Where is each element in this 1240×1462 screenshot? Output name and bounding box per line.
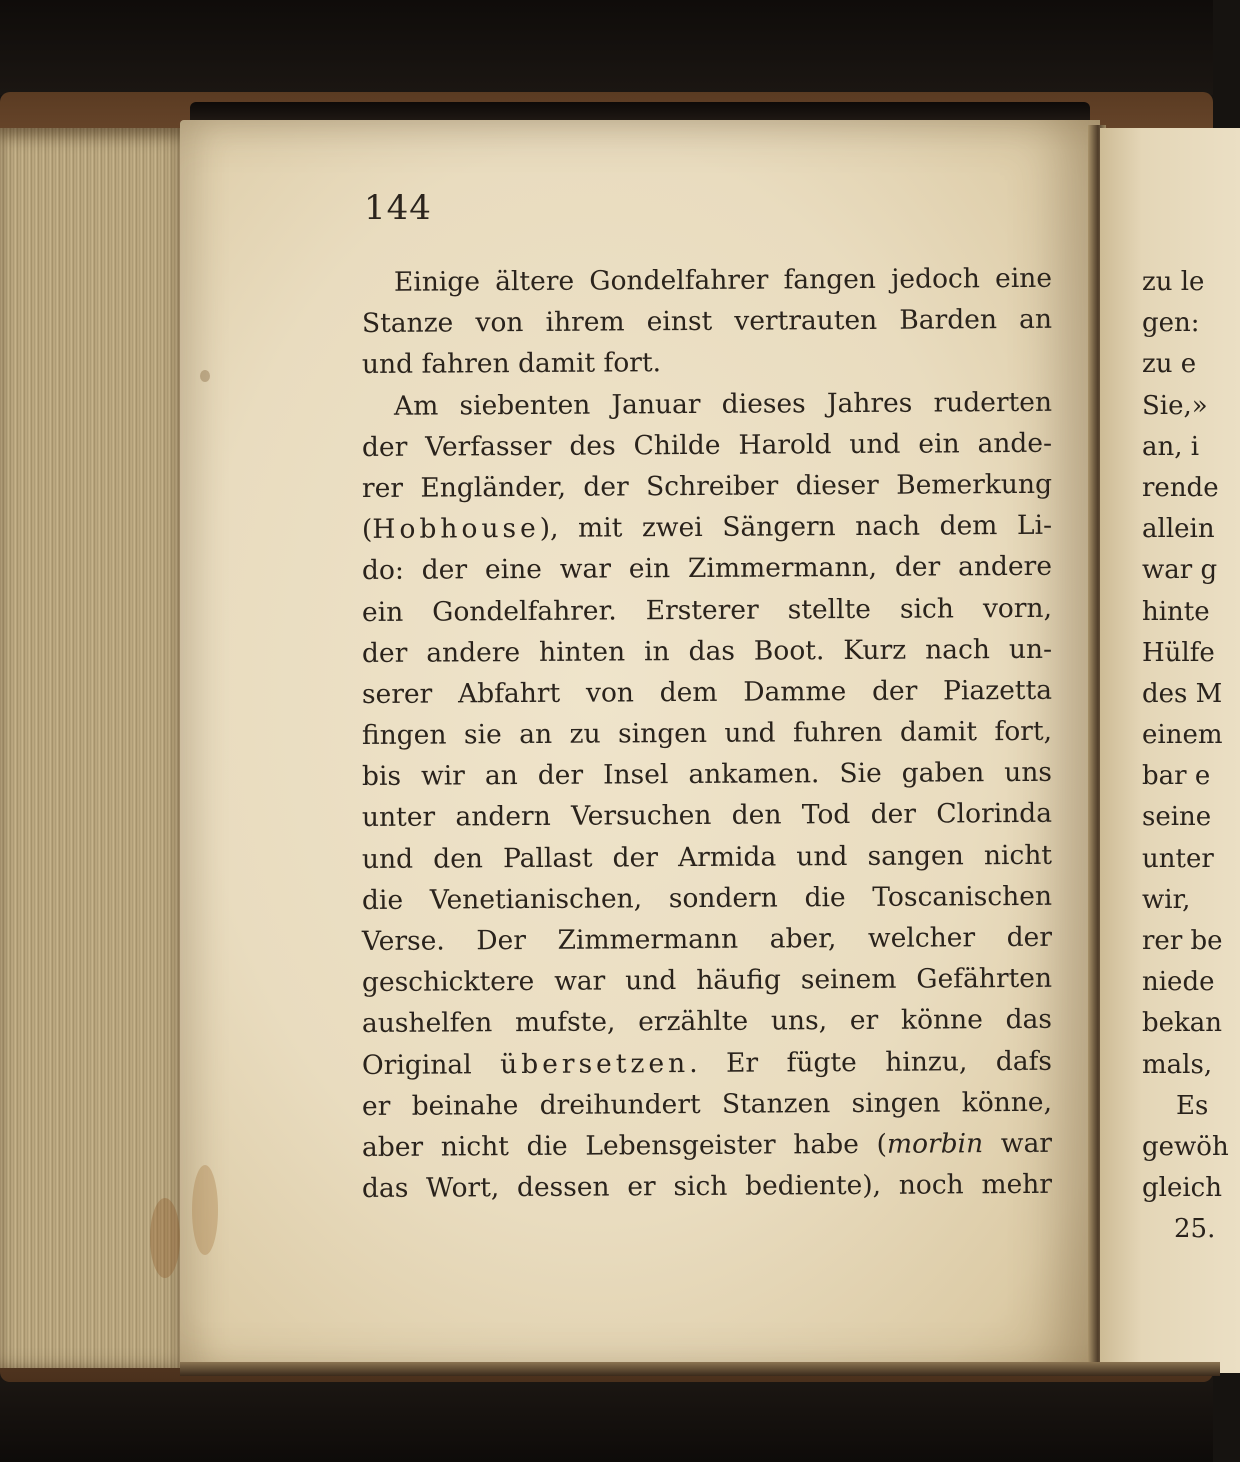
right-text-line: unter: [1142, 843, 1214, 874]
right-text-line: mals,: [1142, 1049, 1213, 1080]
foxing-mark: [200, 370, 210, 382]
right-page-text: [1142, 262, 1229, 1251]
page-edges: [0, 128, 192, 1368]
right-text-line: seine: [1142, 802, 1212, 833]
emphasized-name: Hobhouse: [372, 513, 540, 546]
right-text-line: an, i: [1142, 431, 1200, 462]
right-text-line: rer be: [1142, 926, 1223, 956]
right-text-line: gen:: [1142, 308, 1200, 339]
right-text-line: zu e: [1142, 349, 1197, 380]
right-text-line: rende: [1142, 472, 1219, 503]
backdrop-bottom: [0, 1375, 1213, 1462]
text-line: [362, 1040, 1052, 1085]
right-text-line: niede: [1142, 967, 1215, 998]
right-text-line: bekan: [1142, 1008, 1223, 1039]
bottom-edge: [180, 1362, 1220, 1376]
text-line: Verse. Der Zimmermann aber, welcher der: [361, 921, 1053, 957]
right-text-line: gleich: [1142, 1173, 1222, 1204]
text-line: do: der eine war ein Zimmermann, der andere: [361, 551, 1053, 587]
text-fragment: (: [361, 514, 373, 546]
backdrop-top: [0, 0, 1213, 95]
right-text-line: einem: [1142, 720, 1223, 751]
text-line: [362, 505, 1052, 550]
text-fragment: war: [983, 1127, 1053, 1160]
stain: [150, 1198, 180, 1278]
text-line: aushelfen mufste, erzählte uns, er könne das: [361, 1004, 1053, 1040]
right-text-line: wir,: [1142, 884, 1191, 915]
text-fragment: ), mit zwei Sängern nach dem Li-: [539, 509, 1053, 545]
text-line: unter andern Versuchen den Tod der Clorinda: [361, 798, 1053, 834]
right-text-line: bar e: [1142, 761, 1211, 792]
right-text-line: war g: [1142, 555, 1218, 586]
right-text-line: Es: [1176, 1090, 1209, 1121]
right-text-line: des M: [1142, 678, 1223, 709]
text-line: und den Pallast der Armida und sangen nicht: [361, 839, 1053, 875]
emphasized-word: übersetzen: [500, 1047, 690, 1080]
text-line: der Verfasser des Childe Harold und ein ande-: [361, 427, 1053, 463]
right-text-line: hinte: [1142, 596, 1210, 627]
right-text-line: zu le: [1142, 267, 1205, 297]
italic-word: morbin: [886, 1128, 984, 1160]
text-line: fingen sie an zu singen und fuhren damit fort,: [361, 715, 1053, 752]
text-fragment: . Er fügte hinzu, dafs: [689, 1045, 1053, 1079]
main-text: [362, 262, 1052, 1209]
right-text-line: 25.: [1174, 1214, 1216, 1245]
page-number: 144: [364, 188, 432, 228]
right-text-line: allein: [1142, 514, 1215, 545]
text-line: der andere hinten in das Boot. Kurz nach un-: [361, 633, 1053, 669]
text-line: das Wort, dessen er sich bediente), noch mehr: [361, 1168, 1053, 1205]
text-line: Am siebenten Januar dieses Jahres ruderten: [393, 386, 1053, 422]
right-text-line: Hülfe: [1142, 637, 1215, 668]
text-line: geschicktere war und häufig seinem Gefährten: [361, 962, 1053, 999]
text-line: serer Abfahrt von dem Damme der Piazetta: [361, 674, 1053, 710]
right-text-line: gewöh: [1142, 1131, 1229, 1162]
text-line: [362, 1123, 1052, 1168]
text-line: die Venetianischen, sondern die Toscanischen: [361, 880, 1053, 916]
text-line: rer Engländer, der Schreiber dieser Bemerkung: [361, 468, 1053, 504]
text-line: er beinahe dreihundert Stanzen singen könne,: [361, 1086, 1053, 1122]
text-fragment: Original: [361, 1048, 501, 1081]
text-fragment: aber nicht die Lebensgeister habe (: [361, 1128, 887, 1163]
text-line: Einige ältere Gondelfahrer fangen jedoch eine: [393, 262, 1053, 298]
text-line: ein Gondelfahrer. Ersterer stellte sich vorn,: [361, 592, 1053, 628]
text-line: und fahren damit fort.: [361, 347, 662, 381]
text-line: bis wir an der Insel ankamen. Sie gaben uns: [361, 757, 1053, 793]
text-line: Stanze von ihrem einst vertrauten Barden an: [361, 303, 1053, 340]
right-text-line: Sie,»: [1142, 390, 1208, 421]
foxing-mark: [192, 1165, 218, 1255]
